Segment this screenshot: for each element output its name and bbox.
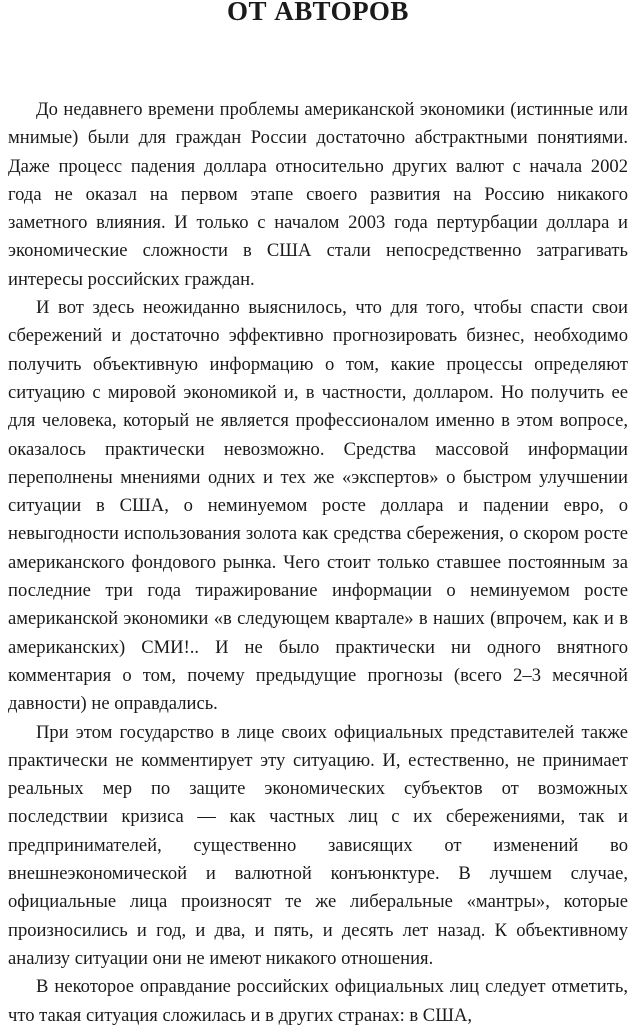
paragraph-2: И вот здесь неожиданно выяснилось, что для того, чтобы спасти свои сбережений и достаточно эффективно прогнозировать бизнес, необходимо получить объективную информацию о том, какие процессы определяют ситуацию с мировой экономикой и, в частности, долларом. Но получить ее для человека, который не является профессионалом именно в этом вопросе, оказалось практически невозможно. Средства массовой информации переполнены мнениями одних и тех же «экспертов» о быстром улучшении ситуации в США, о неминуемом росте доллара и падении евро, о невыгодности использования золота как средства сбережения, о скором росте американского фондового рынка. Чего стоит только ставшее постоянным за последние три года тиражирование информации о неминуемом росте американской экономики «в следующем квартале» в наших (впрочем, как и в американских) СМИ!.. И не было практически ни одного внятного комментария о том, почему предыдущие прогнозы (всего 2–3 месячной давности) не оправдались.	[8, 297, 628, 715]
paragraph-1: До недавнего времени проблемы американской экономики (истинные или мнимые) были для граждан России достаточно абстрактными понятиями. Даже процесс падения доллара относительно других валют с начала 2002 года не оказал на первом этапе своего развития на Россию никакого заметного влияния. И только с началом 2003 года пертурбации доллара и экономические сложности в США стали непосредственно затрагивать интересы российских граждан.	[8, 99, 628, 290]
paragraph-3: При этом государство в лице своих официальных представителей также практически не комментирует эту ситуацию. И, естественно, не принимает реальных мер по защите экономических субъектов от возможных последствии кризиса — как частных лиц с их сбережениями, так и предпринимателей, существенно зависящих от изменений во внешнеэкономической и валютной конъюнктуре. В лучшем случае, официальные лица произносят те же либеральные «мантры», которые произносились и год, и два, и пять, и десять лет назад. К объективному анализу ситуации они не имеют никакого отношения.	[8, 721, 628, 969]
chapter-heading: ОТ АВТОРОВ	[227, 0, 409, 26]
paragraph-4: В некоторое оправдание российских официальных лиц следует отметить, что такая ситуация сложилась и в других странах: в США,	[8, 976, 628, 1026]
chapter-body	[8, 96, 628, 1030]
